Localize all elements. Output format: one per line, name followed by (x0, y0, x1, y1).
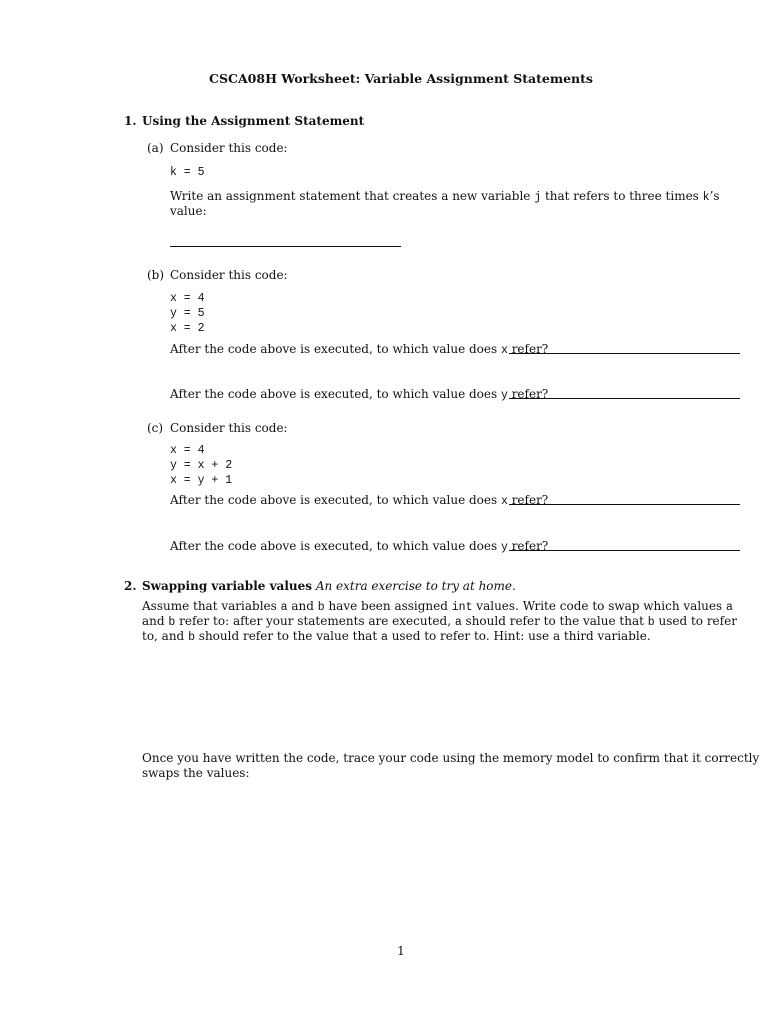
q2-heading-line (142, 579, 516, 593)
q1b-code-line-2: y = 5 (170, 307, 205, 320)
q1b-question-y: After the code above is executed, to which value does y refer? (170, 387, 549, 402)
q1a-instruction: Write an assignment statement that creates a new variable j that refers to three times k’s (170, 189, 720, 204)
q1a-instruction-cont: value: (170, 204, 207, 218)
q1c-code-line-1: x = 4 (170, 444, 205, 457)
q2-body-line-3: to, and b should refer to the value that a used to refer to. Hint: use a third variable. (142, 629, 651, 644)
q1c-label: (c) (147, 421, 164, 435)
q1-number: 1. (124, 114, 137, 128)
q1c-answer-line-x[interactable] (509, 504, 740, 505)
q1b-code-line-3: x = 2 (170, 322, 205, 335)
page-number: 1 (397, 944, 405, 958)
q2-body-line-2: and b refer to: after your statements are executed, a should refer to the value that b used to refer (142, 614, 737, 629)
q1b-label: (b) (147, 268, 165, 282)
q1c-question-x: After the code above is executed, to which value does x refer? (170, 493, 549, 508)
q1c-code-line-3: x = y + 1 (170, 474, 233, 487)
q2-subheading: An extra exercise to try at home. (315, 579, 516, 593)
q1c-code-line-2: y = x + 2 (170, 459, 233, 472)
q2-body-line-1: Assume that variables a and b have been assigned int values. Write code to swap which values a (142, 599, 733, 614)
q1c-question-y: After the code above is executed, to which value does y refer? (170, 539, 549, 554)
q1a-code-line: k = 5 (170, 166, 205, 179)
q1a-label: (a) (147, 141, 164, 155)
q1b-prompt: Consider this code: (170, 268, 288, 282)
q1c-answer-line-y[interactable] (509, 550, 740, 551)
q1b-answer-line-y[interactable] (509, 398, 740, 399)
q1b-question-x: After the code above is executed, to which value does x refer? (170, 342, 549, 357)
page-title: CSCA08H Worksheet: Variable Assignment Statements (209, 71, 593, 86)
q1b-answer-line-x[interactable] (509, 353, 740, 354)
q1-heading: Using the Assignment Statement (142, 114, 365, 128)
q1a-answer-line[interactable] (170, 246, 401, 247)
q2-trace-line-1: Once you have written the code, trace your code using the memory model to confirm that it correctly (142, 751, 760, 765)
q1c-prompt: Consider this code: (170, 421, 288, 435)
q2-trace-line-2: swaps the values: (142, 766, 250, 780)
q2-number: 2. (124, 579, 137, 593)
q1a-prompt: Consider this code: (170, 141, 288, 155)
q1b-code-line-1: x = 4 (170, 292, 205, 305)
q2-heading: Swapping variable values (142, 579, 312, 593)
